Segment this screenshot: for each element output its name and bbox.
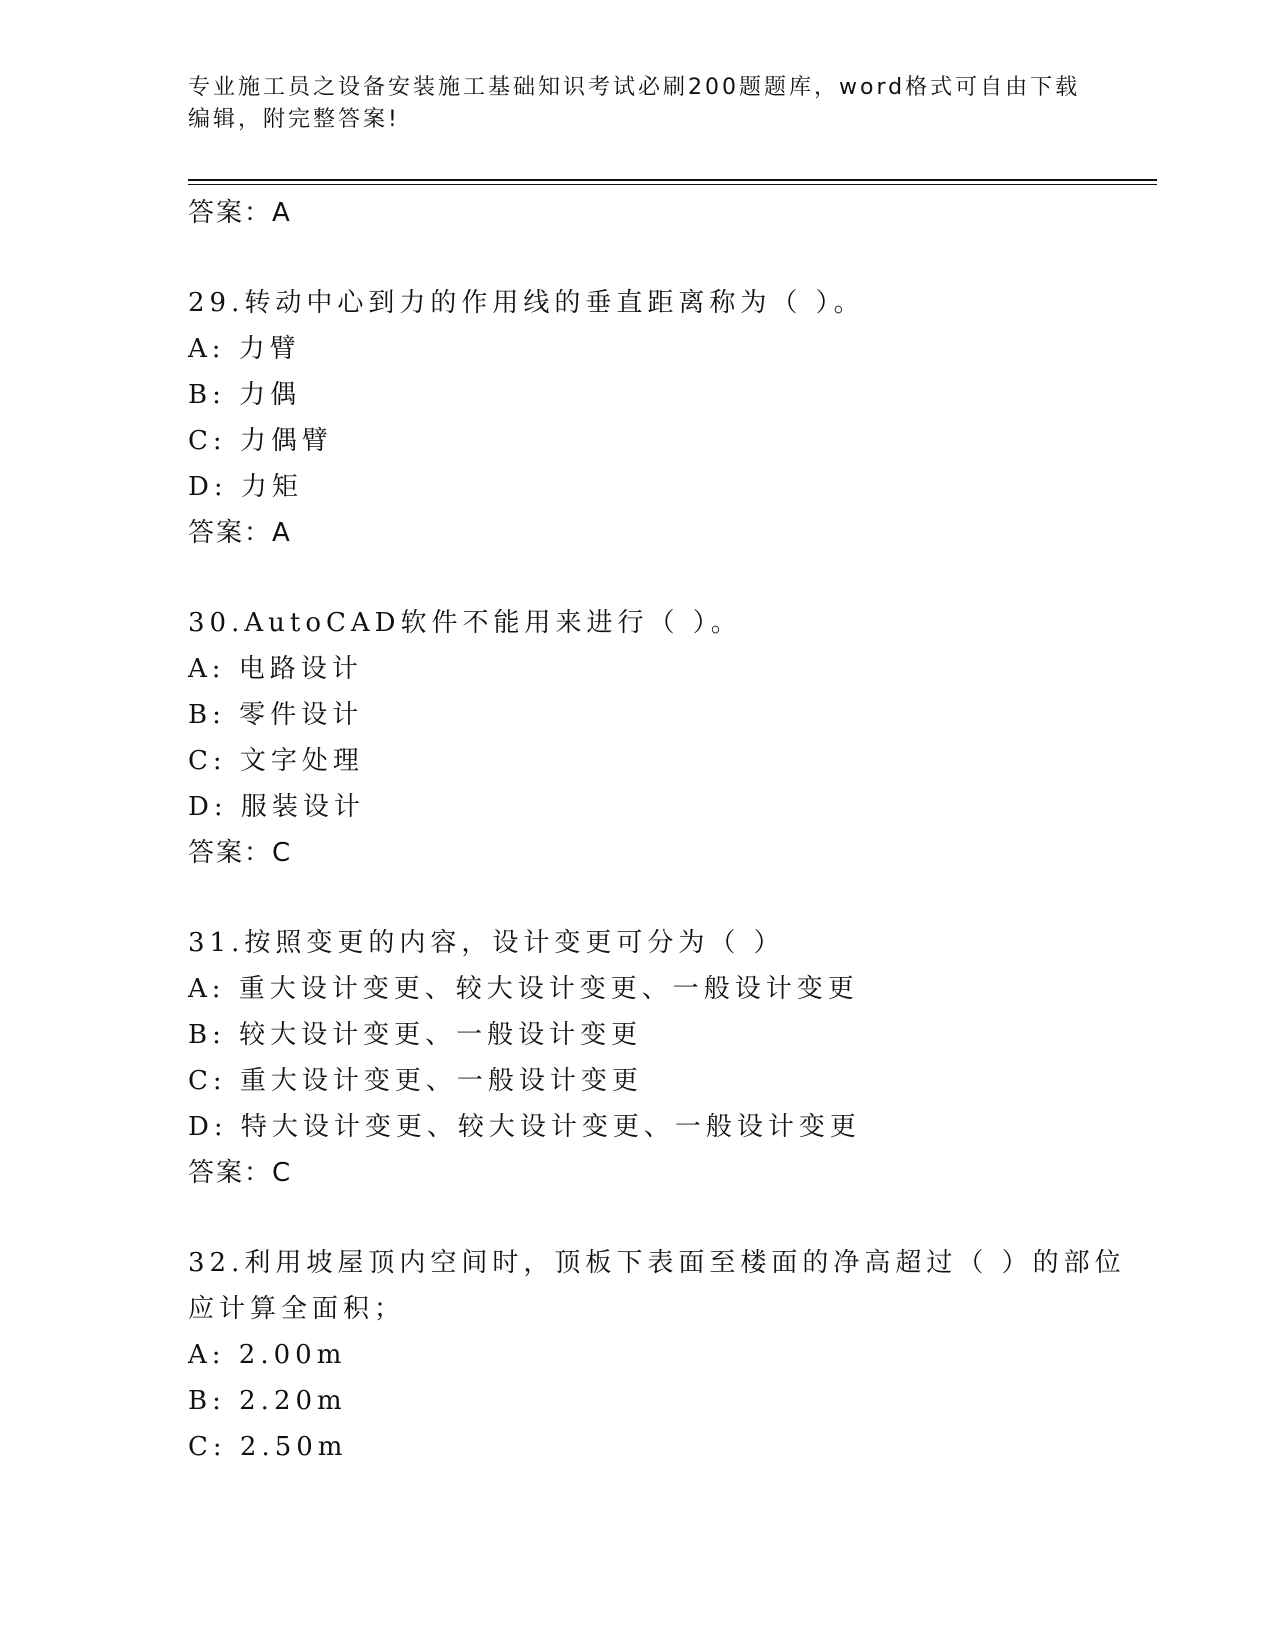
option-c: C: 重大设计变更、一般设计变更: [188, 1066, 643, 1096]
option-b: B: 力偶: [188, 380, 302, 410]
option-c: C: 文字处理: [188, 746, 364, 776]
question-31: [188, 920, 1088, 1196]
document-header: [188, 72, 1088, 136]
option-c: C: 力偶臂: [188, 426, 333, 456]
question-stem: 31.按照变更的内容，设计变更可分为（ ）: [188, 928, 785, 958]
question-29: [188, 280, 1088, 556]
option-a: A: 2.00m: [188, 1340, 347, 1370]
question-32: [188, 1240, 1126, 1470]
answer-line: 答案：C: [188, 838, 293, 868]
option-d: D: 力矩: [188, 472, 303, 502]
option-b: B: 2.20m: [188, 1386, 347, 1416]
header-line-2: 编辑，附完整答案!: [188, 107, 400, 132]
question-stem-line-1: 32.利用坡屋顶内空间时，顶板下表面至楼面的净高超过（ ）的部位: [188, 1248, 1126, 1278]
option-a: A: 力臂: [188, 334, 301, 364]
answer-line: 答案：A: [188, 518, 292, 548]
option-d: D: 特大设计变更、较大设计变更、一般设计变更: [188, 1112, 861, 1142]
question-stem: 30.AutoCAD软件不能用来进行（ ）。: [188, 608, 742, 638]
answer-line: 答案：A: [188, 198, 292, 228]
header-divider: [188, 179, 1157, 181]
option-b: B: 零件设计: [188, 700, 364, 730]
question-list: [188, 190, 1126, 1470]
question-stem: 29.转动中心到力的作用线的垂直距离称为（ ）。: [188, 288, 865, 318]
question-30: [188, 600, 1088, 876]
question-stem-line-2: 应计算全面积；: [188, 1294, 406, 1324]
header-divider-thin: [188, 184, 1157, 185]
answer-line: 答案：C: [188, 1158, 293, 1188]
option-b: B: 较大设计变更、一般设计变更: [188, 1020, 643, 1050]
header-line-1: 专业施工员之设备安装施工基础知识考试必刷200题题库，word格式可自由下载: [188, 75, 1081, 100]
option-c: C: 2.50m: [188, 1432, 348, 1462]
option-a: A: 电路设计: [188, 654, 363, 684]
option-a: A: 重大设计变更、较大设计变更、一般设计变更: [188, 974, 859, 1004]
option-d: D: 服装设计: [188, 792, 365, 822]
